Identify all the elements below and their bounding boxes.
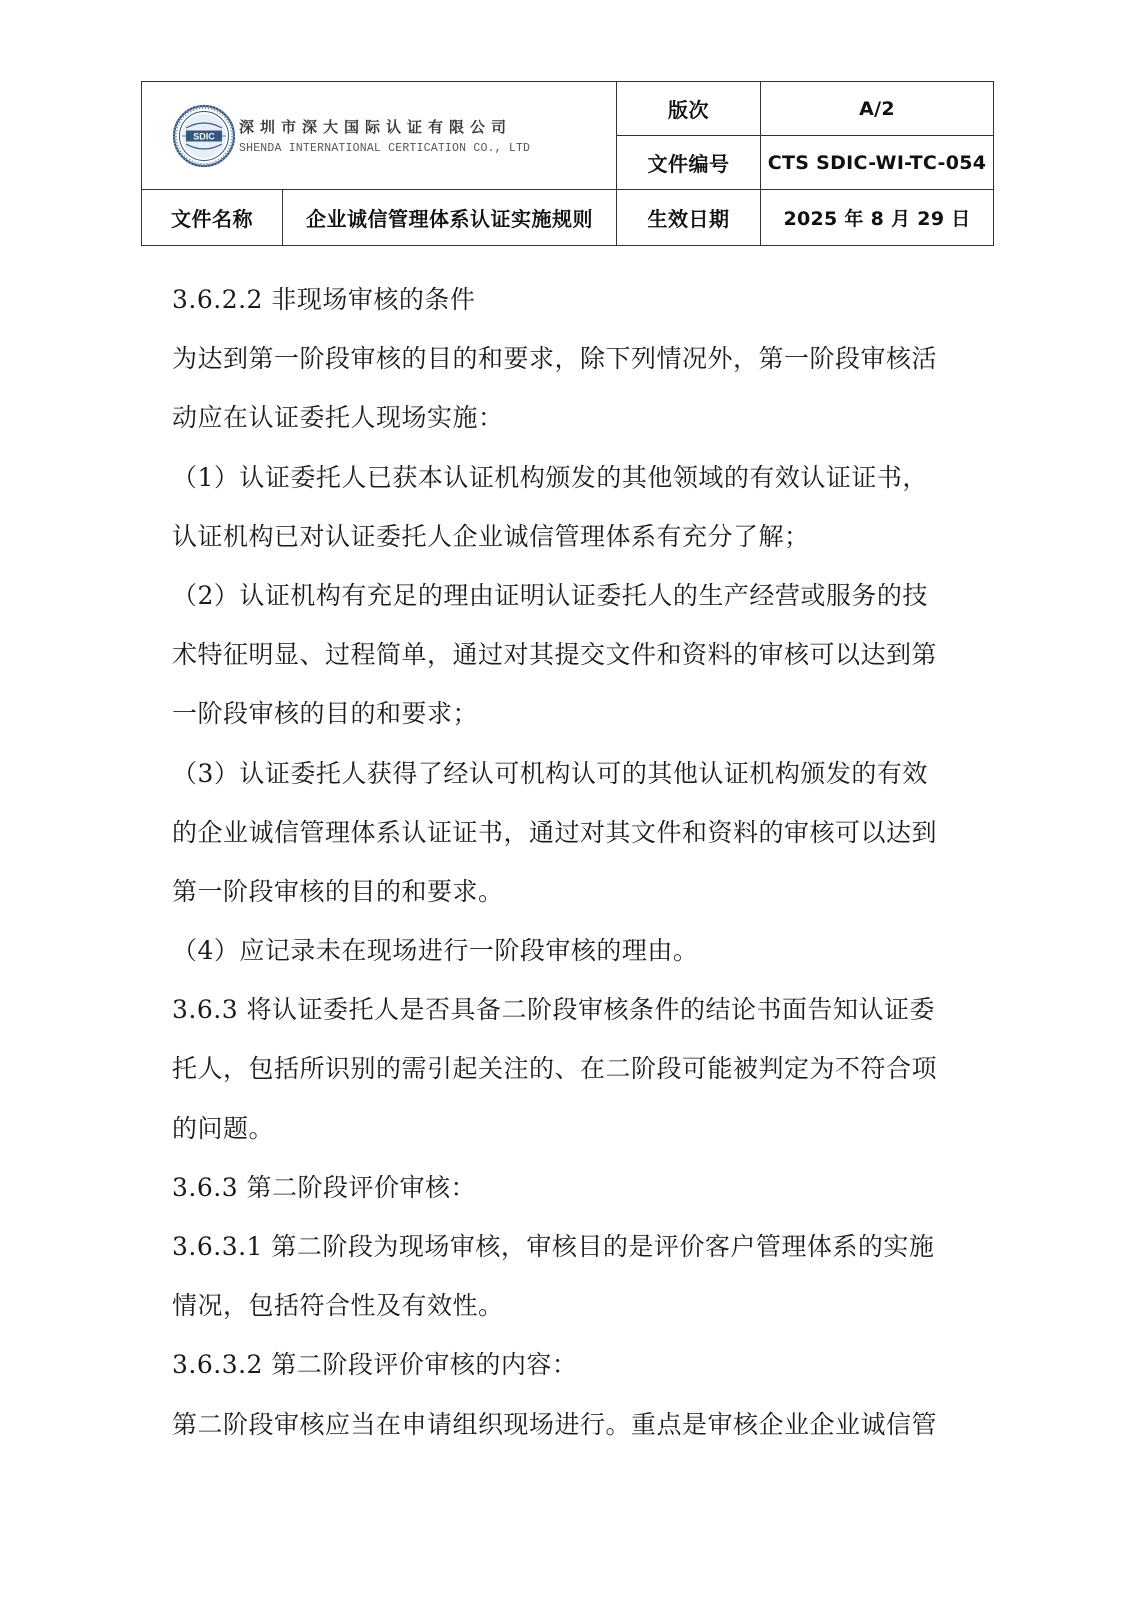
document-header-table [141,81,994,246]
file-name-value: 企业诚信管理体系认证实施规则 [283,190,617,246]
heading-3-6-3-2: 3.6.3.2 第二阶段评价审核的内容： [172,1350,578,1380]
body-line: 为达到第一阶段审核的目的和要求，除下列情况外，第一阶段审核活 [172,344,938,374]
body-line: 认证机构已对认证委托人企业诚信管理体系有充分了解； [172,521,810,551]
body-line: 的问题。 [172,1113,275,1143]
version-label: 版次 [617,82,761,136]
body-line: 第一阶段审核的目的和要求。 [172,876,504,906]
doc-number-label: 文件编号 [617,136,761,190]
body-line: 第二阶段审核应当在申请组织现场进行。重点是审核企业企业诚信管 [172,1409,938,1439]
company-logo [172,104,612,174]
company-logo-cell [142,82,617,190]
company-name-en: SHENDA INTERNATIONAL CERTICATION CO., LTD [239,142,531,155]
list-item-4: （4）应记录未在现场进行一阶段审核的理由。 [172,936,699,966]
body-line: 的企业诚信管理体系认证证书，通过对其文件和资料的审核可以达到 [172,817,938,847]
clause-3-6-3: 3.6.3 将认证委托人是否具备二阶段审核条件的结论书面告知认证委 [172,995,936,1025]
file-name-label: 文件名称 [142,190,283,246]
list-item-1: （1）认证委托人已获本认证机构颁发的其他领域的有效认证证书， [172,462,928,492]
body-line: 动应在认证委托人现场实施： [172,403,504,433]
version-value: A/2 [761,82,994,136]
effective-date-value: 2025 年 8 月 29 日 [761,190,994,246]
doc-number-value: CTS SDIC-WI-TC-054 [761,136,994,190]
sdic-seal-icon [172,104,236,168]
effective-date-label: 生效日期 [617,190,761,246]
body-line: 情况，包括符合性及有效性。 [172,1291,504,1321]
list-item-3: （3）认证委托人获得了经认可机构认可的其他认证机构颁发的有效 [172,758,928,788]
heading-3-6-2-2: 3.6.2.2 非现场审核的条件 [172,285,476,314]
clause-3-6-3-1: 3.6.3.1 第二阶段为现场审核，审核目的是评价客户管理体系的实施 [172,1232,935,1261]
seal-text: SDIC [193,131,215,142]
heading-3-6-3: 3.6.3 第二阶段评价审核： [172,1172,477,1202]
list-item-2: （2）认证机构有充足的理由证明认证委托人的生产经营或服务的技 [172,580,928,610]
document-body [172,270,972,1454]
body-line: 托人，包括所识别的需引起关注的、在二阶段可能被判定为不符合项 [172,1054,938,1084]
body-line: 术特征明显、过程简单，通过对其提交文件和资料的审核可以达到第 [172,640,938,670]
body-line: 一阶段审核的目的和要求； [172,699,479,729]
company-name-cn: 深圳市深大国际认证有限公司 [239,118,513,136]
